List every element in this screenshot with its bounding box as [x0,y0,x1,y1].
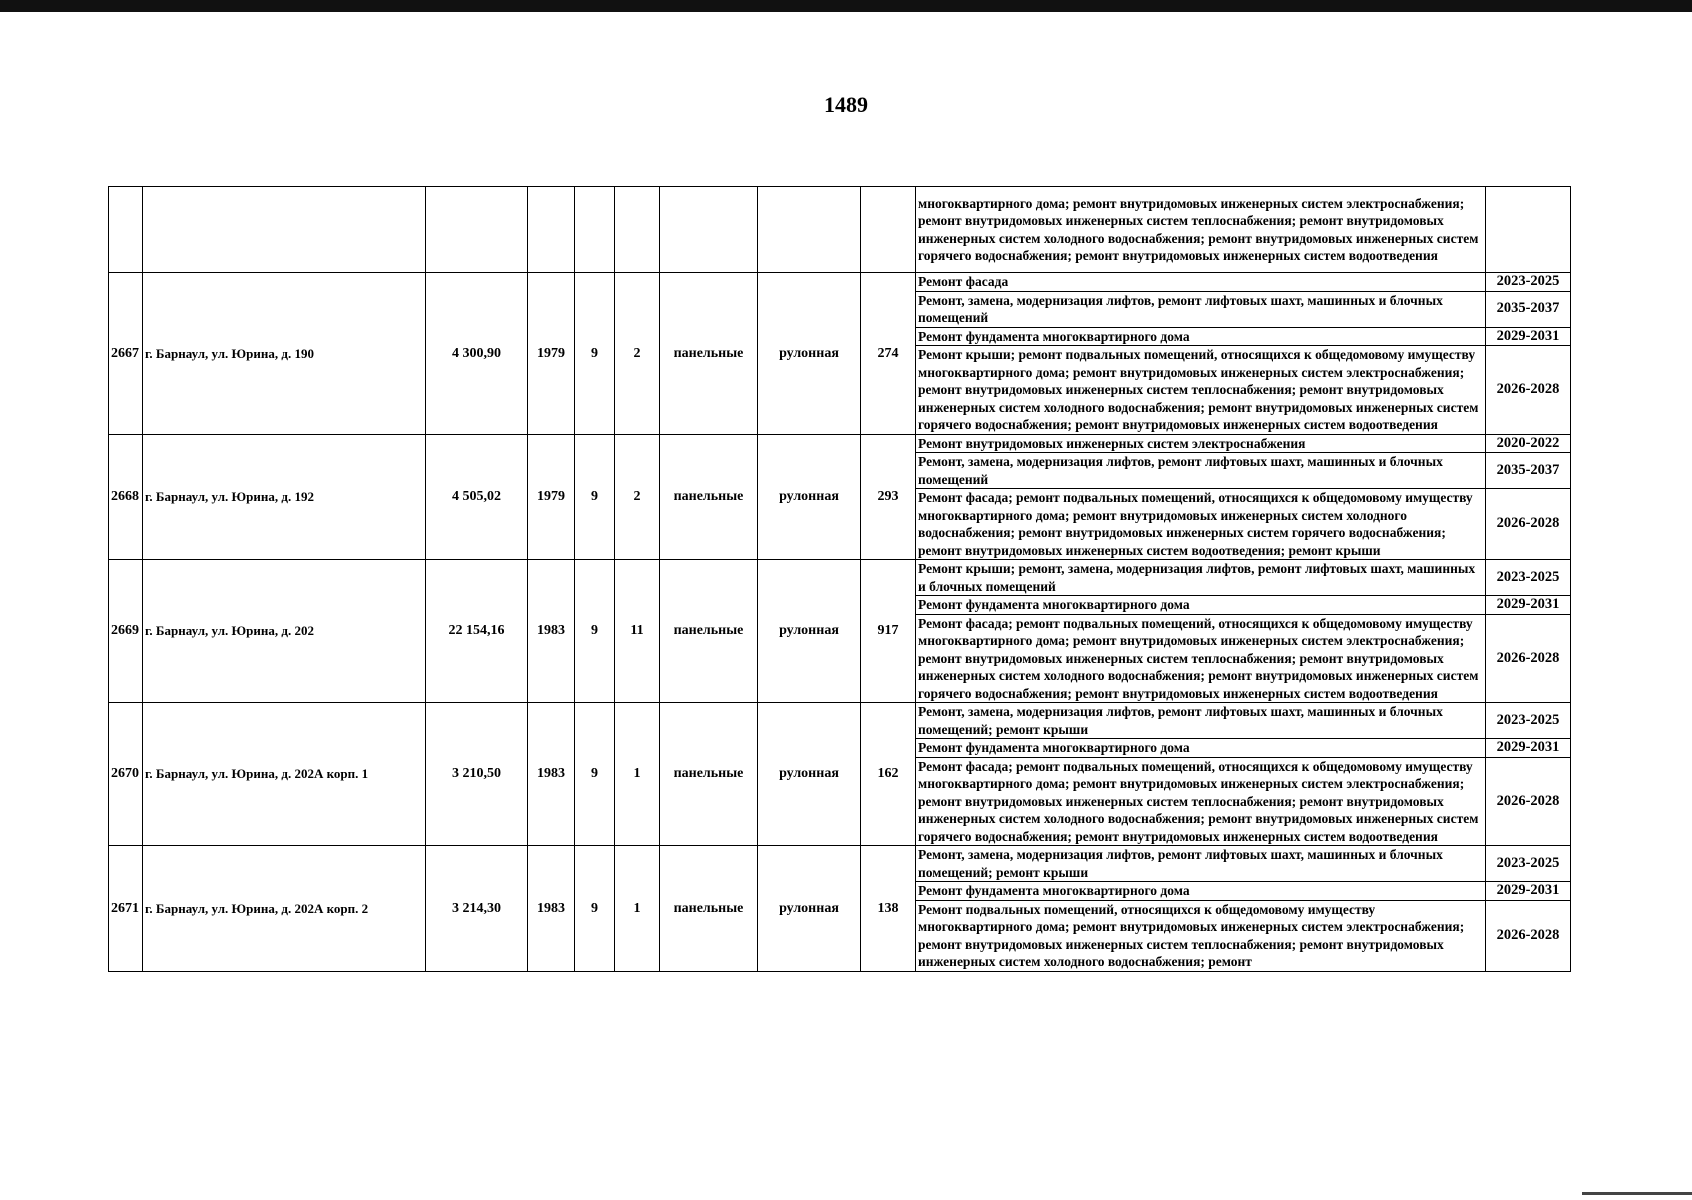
repair-work: Ремонт, замена, модернизация лифтов, ремонт лифтовых шахт, машинных и блочных помещений; ремонт крыши [916,703,1486,739]
repair-work: Ремонт фундамента многоквартирного дома [916,739,1486,758]
floors-count: 9 [575,703,615,846]
total-area: 4 505,02 [426,434,528,560]
building-address: г. Барнаул, ул. Юрина, д. 190 [143,273,426,435]
building-row [109,560,1571,596]
period-cell [1486,187,1571,273]
residents-cell [861,187,916,273]
entrances-count: 11 [615,560,660,703]
residents-count: 138 [861,846,916,972]
roof-type: рулонная [758,560,861,703]
repair-work: Ремонт фундамента многоквартирного дома [916,882,1486,901]
repair-period: 2023-2025 [1486,703,1571,739]
total-area: 4 300,90 [426,273,528,435]
entrances-cell [615,187,660,273]
year-cell [528,187,575,273]
repair-period: 2029-2031 [1486,739,1571,758]
year-built: 1979 [528,434,575,560]
residents-count: 162 [861,703,916,846]
floors-cell [575,187,615,273]
total-area: 22 154,16 [426,560,528,703]
floors-count: 9 [575,846,615,972]
floors-count: 9 [575,434,615,560]
entrances-count: 2 [615,273,660,435]
entrances-count: 1 [615,846,660,972]
repair-period: 2029-2031 [1486,882,1571,901]
floors-count: 9 [575,273,615,435]
building-number: 2670 [109,703,143,846]
continuation-row [109,187,1571,273]
roof-type: рулонная [758,703,861,846]
entrances-count: 1 [615,703,660,846]
page-number: 1489 [824,92,868,117]
repair-period: 2023-2025 [1486,560,1571,596]
wall-material: панельные [660,434,758,560]
building-row [109,273,1571,292]
repair-period: 2023-2025 [1486,846,1571,882]
residents-count: 917 [861,560,916,703]
building-address: г. Барнаул, ул. Юрина, д. 202 [143,560,426,703]
building-number: 2667 [109,273,143,435]
building-row [109,846,1571,882]
table-body [109,187,1571,972]
year-built: 1983 [528,560,575,703]
work-cell: многоквартирного дома; ремонт внутридомовых инженерных систем электроснабжения; ремонт внутридомовых инженерных систем теплоснабжения; ремонт внутридомовых инженерных систем холодного водоснабжения; ремонт внутридомовых инженерных систем горячего водоснабжения; ремонт внутридомовых инженерных систем водоотведения [916,187,1486,273]
roof-cell [758,187,861,273]
repair-work: Ремонт крыши; ремонт подвальных помещений, относящихся к общедомовому имуществу многоквартирного дома; ремонт внутридомовых инженерных систем электроснабжения; ремонт внутридомовых инженерных систем теплоснабжения; ремонт внутридомовых инженерных систем холодного водоснабжения; ремонт внутридомовых инженерных систем горячего водоснабжения; ремонт внутридомовых инженерных систем водоотведения [916,346,1486,435]
building-number: 2671 [109,846,143,972]
roof-type: рулонная [758,273,861,435]
scan-bottom-mark [1582,1192,1692,1195]
repair-period: 2026-2028 [1486,614,1571,703]
year-built: 1983 [528,846,575,972]
roof-type: рулонная [758,434,861,560]
building-row [109,703,1571,739]
repair-period: 2035-2037 [1486,453,1571,489]
building-row [109,434,1571,453]
residents-count: 274 [861,273,916,435]
building-address: г. Барнаул, ул. Юрина, д. 202А корп. 2 [143,846,426,972]
num-cell [109,187,143,273]
roof-type: рулонная [758,846,861,972]
wall-material: панельные [660,846,758,972]
floors-count: 9 [575,560,615,703]
residents-count: 293 [861,434,916,560]
total-area: 3 210,50 [426,703,528,846]
building-address: г. Барнаул, ул. Юрина, д. 202А корп. 1 [143,703,426,846]
repair-work: Ремонт, замена, модернизация лифтов, ремонт лифтовых шахт, машинных и блочных помещений [916,453,1486,489]
repair-period: 2023-2025 [1486,273,1571,292]
wall-material: панельные [660,273,758,435]
wall-material: панельные [660,560,758,703]
total-area: 3 214,30 [426,846,528,972]
wall-material: панельные [660,703,758,846]
capital-repair-table [108,186,1571,972]
repair-work: Ремонт, замена, модернизация лифтов, ремонт лифтовых шахт, машинных и блочных помещений [916,291,1486,327]
repair-period: 2026-2028 [1486,489,1571,560]
repair-period: 2026-2028 [1486,757,1571,846]
repair-work: Ремонт фундамента многоквартирного дома [916,596,1486,615]
repair-period: 2029-2031 [1486,596,1571,615]
repair-period: 2020-2022 [1486,434,1571,453]
repair-work: Ремонт фасада [916,273,1486,292]
building-number: 2668 [109,434,143,560]
scan-top-border [0,0,1692,12]
repair-period: 2026-2028 [1486,900,1571,971]
entrances-count: 2 [615,434,660,560]
repair-work: Ремонт внутридомовых инженерных систем электроснабжения [916,434,1486,453]
repair-work: Ремонт крыши; ремонт, замена, модернизация лифтов, ремонт лифтовых шахт, машинных и блочных помещений [916,560,1486,596]
building-address: г. Барнаул, ул. Юрина, д. 192 [143,434,426,560]
walls-cell [660,187,758,273]
address-cell [143,187,426,273]
repair-work: Ремонт фасада; ремонт подвальных помещений, относящихся к общедомовому имуществу многоквартирного дома; ремонт внутридомовых инженерных систем электроснабжения; ремонт внутридомовых инженерных систем теплоснабжения; ремонт внутридомовых инженерных систем холодного водоснабжения; ремонт внутридомовых инженерных систем горячего водоснабжения; ремонт внутридомовых инженерных систем водоотведения [916,757,1486,846]
year-built: 1979 [528,273,575,435]
repair-work: Ремонт фасада; ремонт подвальных помещений, относящихся к общедомовому имуществу многоквартирного дома; ремонт внутридомовых инженерных систем холодного водоснабжения; ремонт внутридомовых инженерных систем горячего водоснабжения; ремонт внутридомовых инженерных систем водоотведения; ремонт крыши [916,489,1486,560]
year-built: 1983 [528,703,575,846]
building-number: 2669 [109,560,143,703]
repair-work: Ремонт подвальных помещений, относящихся к общедомовому имуществу многоквартирного дома; ремонт внутридомовых инженерных систем электроснабжения; ремонт внутридомовых инженерных систем теплоснабжения; ремонт внутридомовых инженерных систем холодного водоснабжения; ремонт [916,900,1486,971]
area-cell [426,187,528,273]
repair-period: 2029-2031 [1486,327,1571,346]
repair-work: Ремонт фундамента многоквартирного дома [916,327,1486,346]
repair-work: Ремонт фасада; ремонт подвальных помещений, относящихся к общедомовому имуществу многоквартирного дома; ремонт внутридомовых инженерных систем электроснабжения; ремонт внутридомовых инженерных систем теплоснабжения; ремонт внутридомовых инженерных систем холодного водоснабжения; ремонт внутридомовых инженерных систем горячего водоснабжения; ремонт внутридомовых инженерных систем водоотведения [916,614,1486,703]
repair-period: 2026-2028 [1486,346,1571,435]
repair-period: 2035-2037 [1486,291,1571,327]
repair-work: Ремонт, замена, модернизация лифтов, ремонт лифтовых шахт, машинных и блочных помещений; ремонт крыши [916,846,1486,882]
